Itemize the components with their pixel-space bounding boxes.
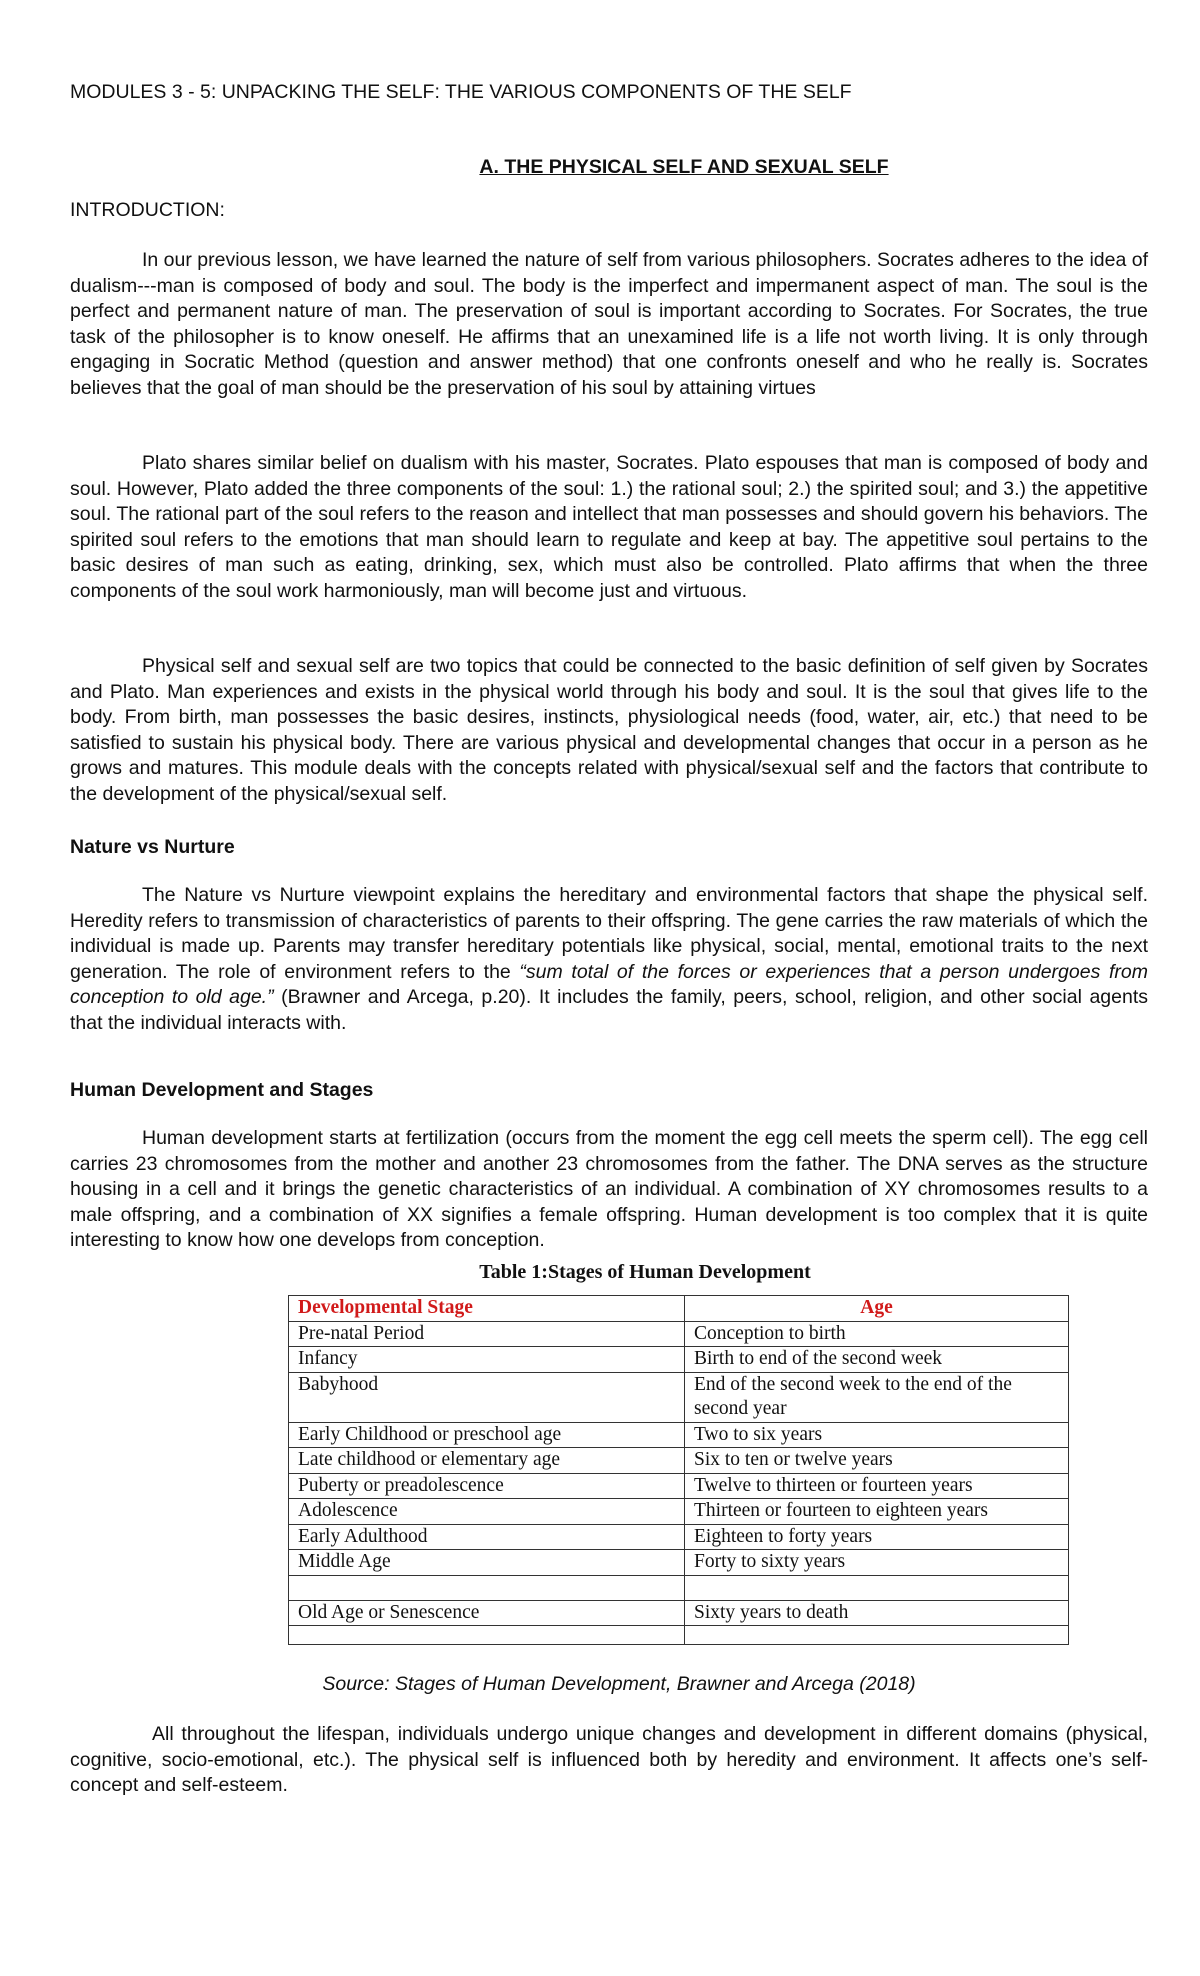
empty-cell [289,1575,685,1600]
age-cell: Conception to birth [685,1321,1069,1347]
age-cell: Two to six years [685,1422,1069,1448]
table-row [289,1473,1069,1499]
table-row [289,1600,1069,1626]
age-cell: Birth to end of the second week [685,1347,1069,1373]
stage-cell: Pre-natal Period [289,1321,685,1347]
age-cell: Thirteen or fourteen to eighteen years [685,1499,1069,1525]
age-cell: Forty to sixty years [685,1550,1069,1576]
stages-table-figure [220,1258,1070,1645]
paragraph-nature-text: The Nature vs Nurture viewpoint explains the hereditary and environmental factors that shape the physical self. Heredity refers to transmission of characteristics of parents to their offspring. The gene carries the raw materials of which the individual is made up. Parents may transfer hereditary potentials like physical, social, mental, emotional traits to the next generation. The role of environment refers to the [70,884,1148,983]
paragraph-human-development: Human development starts at fertilization (occurs from the moment the egg cell meets the sperm cell). The egg cell carries 23 chromosomes from the mother and another 23 chromosomes from the father. The DNA serves as the structure housing in a cell and it brings the genetic characteristics of an individual. A combination of XY chromosomes results to a male offspring, and a combination of XX signifies a female offspring. Human development is too complex that it is quite interesting to know how one develops from conception. [70,1127,1148,1252]
section-heading: A. THE PHYSICAL SELF AND SEXUAL SELF [479,156,889,178]
table-row [289,1347,1069,1373]
table-row [289,1499,1069,1525]
table-row [289,1422,1069,1448]
table-row [289,1448,1069,1474]
stage-cell: Late childhood or elementary age [289,1448,685,1474]
paragraph-nature-nurture [70,883,1148,1037]
paragraph-nature-citation: (Brawner and Arcega, p.20). It includes the family, peers, school, religion, and other social agents that the individual interacts with. [70,986,1148,1034]
table-row [289,1524,1069,1550]
stage-cell: Babyhood [289,1372,685,1422]
stage-cell: Adolescence [289,1499,685,1525]
stage-cell: Early Adulthood [289,1524,685,1550]
empty-cell [289,1626,685,1645]
paragraph-physical-sexual-self: Physical self and sexual self are two topics that could be connected to the basic definition of self given by Socrates and Plato. Man experiences and exists in the physical world through his body and soul. It is the soul that gives life to the body. From birth, man possesses the basic desires, instincts, physiological needs (food, water, air, etc.) that need to be satisfied to sustain his physical body. There are various physical and developmental changes that occur in a person as he grows and matures. This module deals with the concepts related with physical/sexual self and the factors that contribute to the development of the physical/sexual self. [70,655,1148,805]
age-cell: Sixty years to death [685,1600,1069,1626]
stage-cell: Middle Age [289,1550,685,1576]
stage-cell: Infancy [289,1347,685,1373]
table-source-caption: Source: Stages of Human Development, Brawner and Arcega (2018) [322,1673,916,1695]
paragraph-socrates: In our previous lesson, we have learned the nature of self from various philosophers. Socrates adheres to the idea of dualism---man is composed of body and soul. The body is the imperfect and impermanent aspect of man. The soul is the perfect and permanent nature of man. The preservation of soul is important according to Socrates. For Socrates, the true task of the philosopher is to know oneself. He affirms that an unexamined life is a life not worth living. It is only through engaging in Socratic Method (question and answer method) that one confronts oneself and who he really is. Socrates believes that the goal of man should be the preservation of his soul by attaining virtues [70,249,1148,399]
stage-cell: Old Age or Senescence [289,1600,685,1626]
environment-quote: “sum total of the forces or experiences that a person undergoes from conception to old age.” [70,960,1148,1009]
age-cell: Eighteen to forty years [685,1524,1069,1550]
nature-vs-nurture-heading: Nature vs Nurture [70,836,235,858]
age-cell: Six to ten or twelve years [685,1448,1069,1474]
empty-cell [685,1626,1069,1645]
table-row [289,1550,1069,1576]
paragraph-plato: Plato shares similar belief on dualism with his master, Socrates. Plato espouses that man is composed of body and soul. However, Plato added the three components of the soul: 1.) the rational soul; 2.) the spirited soul; and 3.) the appetitive soul. The rational part of the soul refers to the reason and intellect that man possesses and should govern his behaviors. The spirited soul refers to the emotions that man should learn to regulate and keep at bay. The appetitive soul pertains to the basic desires of man such as eating, drinking, sex, which must also be controlled. Plato affirms that when the three components of the soul work harmoniously, man will become just and virtuous. [70,452,1148,602]
table-row [289,1321,1069,1347]
introduction-label: INTRODUCTION: [70,199,225,221]
table-header-row [289,1296,1069,1322]
header-developmental-stage: Developmental Stage [289,1296,685,1322]
empty-cell [685,1575,1069,1600]
stages-table [288,1295,1069,1645]
table-tail-row [289,1626,1069,1645]
module-title: MODULES 3 - 5: UNPACKING THE SELF: THE VARIOUS COMPONENTS OF THE SELF [70,81,852,103]
table-row [289,1372,1069,1422]
stage-cell: Puberty or preadolescence [289,1473,685,1499]
age-cell: Twelve to thirteen or fourteen years [685,1473,1069,1499]
paragraph-lifespan: All throughout the lifespan, individuals undergo unique changes and development in different domains (physical, cognitive, socio-emotional, etc.). The physical self is influenced both by heredity and environment. It affects one’s self-concept and self-esteem. [70,1723,1148,1797]
header-age: Age [685,1296,1069,1322]
stage-cell: Early Childhood or preschool age [289,1422,685,1448]
age-cell: End of the second week to the end of the second year [685,1372,1069,1422]
human-development-heading: Human Development and Stages [70,1079,374,1101]
table-title: Table 1:Stages of Human Development [479,1261,811,1283]
table-spacer-row [289,1575,1069,1600]
